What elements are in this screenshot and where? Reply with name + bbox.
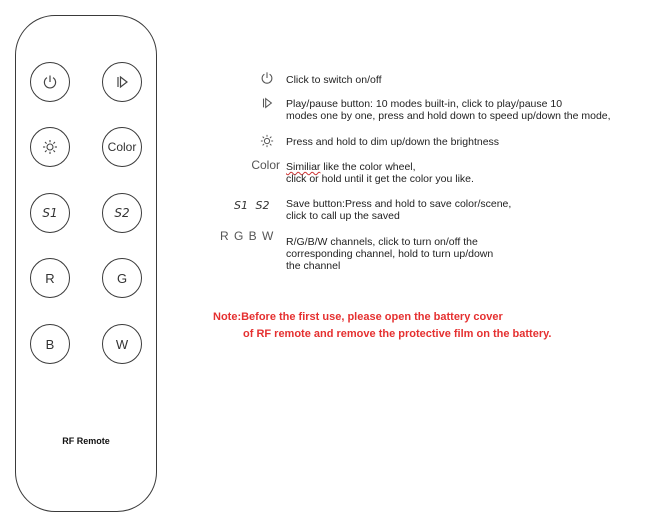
legend-rgbw-symbol: R G B W [220,229,275,243]
legend-rgbw-desc-line2: corresponding channel, hold to turn up/down [286,248,494,260]
g-button-label: G [116,270,128,286]
brightness-icon [260,134,274,148]
legend-color-desc-line1 [286,161,474,173]
legend-rgbw-desc-line1: R/G/B/W channels, click to turn on/off the [286,236,478,248]
power-icon [260,71,274,85]
battery-note-line1: Note:Before the first use, please open the battery cover [213,311,503,323]
w-button[interactable] [102,324,142,364]
color-button[interactable] [102,127,142,167]
legend-brightness-symbol [254,133,274,148]
w-button-label: W [115,336,129,352]
legend-play-desc-line2: modes one by one, press and hold down to speed up/down the mode, [286,110,611,122]
color-button-label: Color [107,140,137,154]
g-button[interactable] [102,258,142,298]
s1-button[interactable] [30,193,70,233]
legend-color-symbol: Color [251,158,280,172]
legend-save-symbols [234,199,280,212]
legend-color-desc-line2: click or hold until it get the color you like. [286,173,474,185]
b-button-label: B [45,336,55,352]
legend-save-desc-line1: Save button:Press and hold to save color/scene, [286,198,512,210]
legend-brightness-desc: Press and hold to dim up/down the brightness [286,136,500,148]
play-pause-button[interactable] [102,62,142,102]
s2-button[interactable] [102,193,142,233]
legend-power-desc: Click to switch on/off [286,74,382,86]
power-icon [42,74,58,90]
legend-rgbw-desc-line3: the channel [286,260,341,272]
battery-note-line2: of RF remote and remove the protective film on the battery. [243,328,552,340]
legend-color-desc-rest: like the color wheel, [320,161,416,173]
s1-button-label: S1 [42,206,58,220]
r-button-label: R [45,270,55,286]
legend-save-desc [286,198,511,222]
remote-label: RF Remote [62,436,110,446]
legend-play-desc [286,98,611,122]
legend-s2-symbol: S2 [255,199,270,212]
legend-play-symbol [254,95,274,110]
play-pause-icon [260,96,274,110]
power-button[interactable] [30,62,70,102]
battery-note [213,309,551,343]
brightness-button[interactable] [30,127,70,167]
legend-color-desc [286,161,474,185]
b-button[interactable] [30,324,70,364]
s2-button-label: S2 [114,206,130,220]
rf-remote [15,15,157,512]
r-button[interactable] [30,258,70,298]
legend-save-desc-line2: click to call up the saved [286,210,400,222]
brightness-icon [42,139,58,155]
legend-play-desc-line1: Play/pause button: 10 modes built-in, click to play/pause 10 [286,98,563,110]
play-pause-icon [114,74,130,90]
legend-s1-symbol: S1 [234,199,248,212]
legend-rgbw-desc [286,236,493,272]
legend-color-desc-word: Similiar [286,161,321,173]
legend-power-symbol [254,70,274,85]
